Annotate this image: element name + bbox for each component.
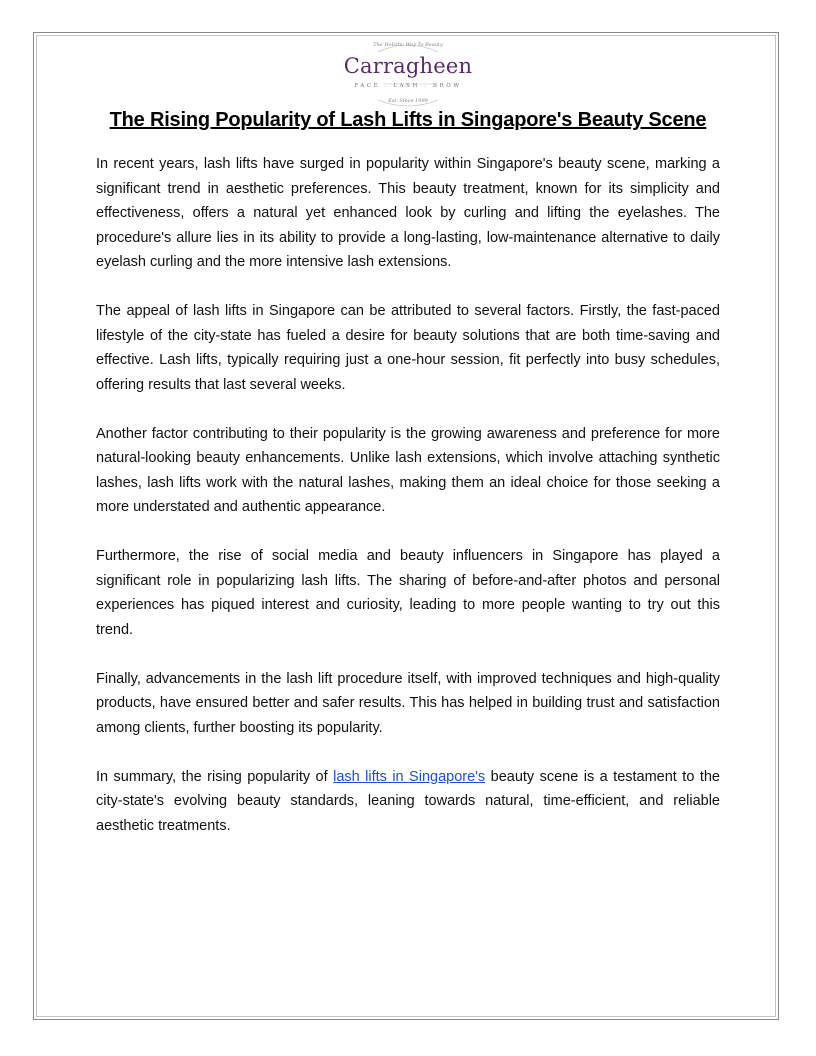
paragraph-social-media: Furthermore, the rise of social media and beauty influencers in Singapore has played a significant role in popularizing lash lifts. The sharing of before-and-after photos and personal experiences has piqued interest and curiosity, leading to more people wanting to try out this trend. bbox=[96, 548, 720, 638]
article-title: The Rising Popularity of Lash Lifts in Singapore's Beauty Scene bbox=[109, 109, 707, 131]
logo-subtitle: FACE . LASH . BROW bbox=[354, 83, 462, 89]
logo-brand-name: Carragheen bbox=[343, 54, 473, 78]
paragraph-advancements: Finally, advancements in the lash lift procedure itself, with improved techniques and high-quality products, have ensured better and safer results. This has helped in building trust and satisfaction among clients, further boosting its popularity. bbox=[96, 670, 720, 736]
summary-text-after: beauty scene is a testament to the city-state's evolving beauty standards, leaning towards natural, time-efficient, and reliable aesthetic treatments. bbox=[96, 768, 720, 834]
logo-established: Est. Since 1999 bbox=[388, 98, 428, 104]
article-body bbox=[96, 152, 720, 863]
paragraph-appeal: The appeal of lash lifts in Singapore can be attributed to several factors. Firstly, the fast-paced lifestyle of the city-state has fueled a desire for beauty solutions that are both time-saving and effective. Lash lifts, typically requiring just a one-hour session, fit perfectly into busy schedules, offering results that last several weeks. bbox=[96, 303, 720, 393]
lash-lifts-link[interactable]: lash lifts in Singapore's bbox=[333, 768, 486, 785]
paragraph-summary bbox=[96, 765, 720, 839]
paragraph-intro: In recent years, lash lifts have surged in popularity within Singapore's beauty scene, marking a significant trend in aesthetic preferences. This beauty treatment, known for its simplicity and effectiveness, offers a natural yet enhanced look by curling and lifting the eyelashes. The procedure's allure lies in its ability to provide a long-lasting, low-maintenance alternative to daily eyelash curling and the more intensive lash extensions. bbox=[96, 156, 720, 270]
carragheen-logo bbox=[340, 38, 476, 112]
logo-tagline: The Holistic Way To Beauty bbox=[373, 42, 443, 48]
paragraph-natural-look: Another factor contributing to their popularity is the growing awareness and preference for more natural-looking beauty enhancements. Unlike lash extensions, which involve attaching synthetic lashes, lash lifts work with the natural lashes, making them an ideal choice for those seeking a more understated and authentic appearance. bbox=[96, 425, 720, 515]
summary-text-before: In summary, the rising popularity of bbox=[96, 768, 334, 785]
